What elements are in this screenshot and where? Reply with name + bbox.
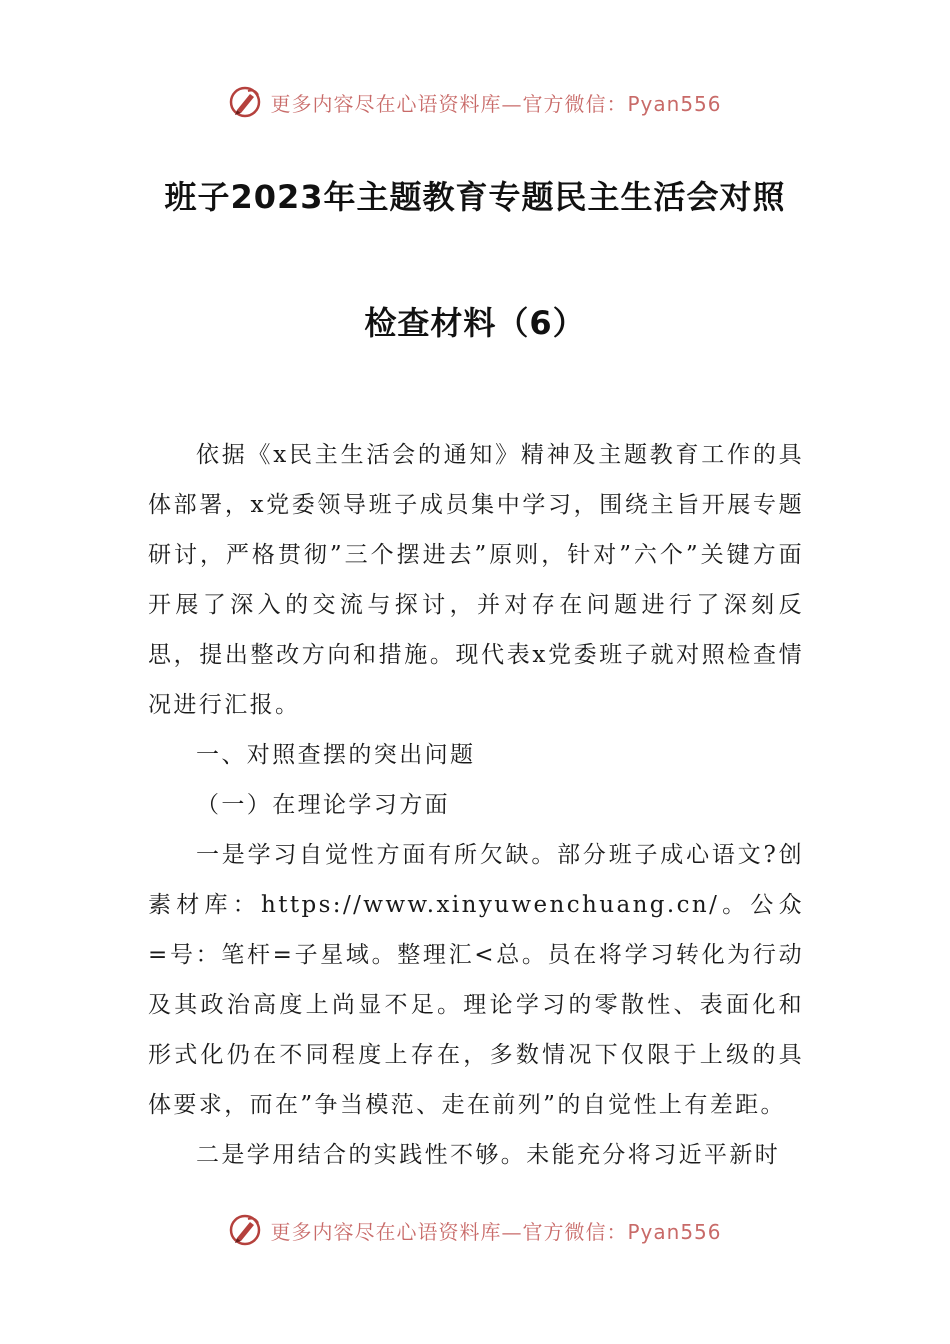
watermark-text: 更多内容尽在心语资料库—官方微信：Pyan556: [270, 91, 722, 116]
subsection-heading: （一）在理论学习方面: [196, 792, 450, 818]
paragraph-point-1: 一是学习自觉性方面有所欠缺。部分班子成心语文?创素材库：https://www.xinyuwenchuang.cn/。公众=号：笔杆=子星域。整理汇<总。员在将学习转化为行动及其政治高度上尚显不足。理论学习的零散性、表面化和形式化仍在不同程度上存在，多数情况下仅限于上级的具体要求，而在”争当模范、走在前列”的自觉性上有差距。: [148, 842, 804, 1118]
watermark-footer: [0, 1210, 950, 1250]
document-body: [148, 430, 804, 1180]
paragraph-intro: 依据《x民主生活会的通知》精神及主题教育工作的具体部署，x党委领导班子成员集中学习，围绕主旨开展专题研讨，严格贯彻”三个摆进去”原则，针对”六个”关键方面开展了深入的交流与探讨，并对存在问题进行了深刻反思，提出整改方向和措施。现代表x党委班子就对照检查情况进行汇报。: [148, 442, 804, 718]
paragraph-point-2: 二是学用结合的实践性不够。未能充分将习近平新时: [196, 1142, 781, 1168]
document-title-line-2: 检查材料（6）: [364, 304, 586, 342]
pen-in-circle-icon: [228, 85, 262, 119]
watermark-header: [0, 82, 950, 122]
watermark-text: 更多内容尽在心语资料库—官方微信：Pyan556: [270, 1219, 722, 1244]
document-title-line-1: 班子2023年主题教育专题民主生活会对照: [164, 178, 786, 216]
section-heading: 一、对照查摆的突出问题: [196, 742, 476, 768]
pen-in-circle-icon: [228, 1213, 262, 1247]
